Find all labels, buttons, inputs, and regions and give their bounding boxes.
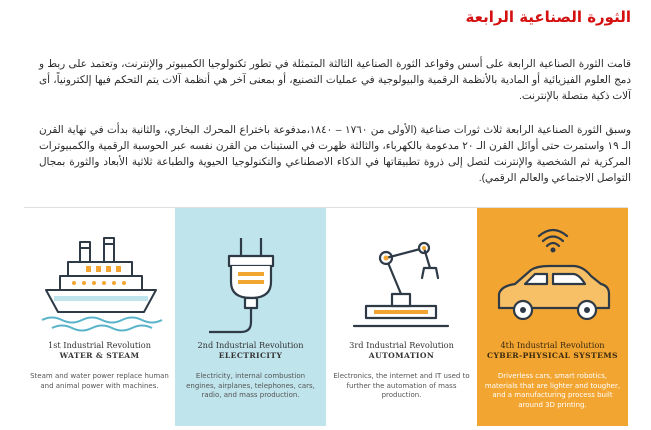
industrial-revolutions-infographic bbox=[24, 207, 628, 426]
intro-paragraph: قامت الثورة الصناعية الرابعة على أسس وقواعد الثورة الصناعية الثالثة المتمثلة في تطور تكنولوجيا الكمبيوتر والإنترنت، وتعتمد على ربط و دمج العلوم الفيزيائية أو المادية بالأنظمة الرقمية والبيولوجية في عمليات التصنيع، أو بمعنى آخر هي أنظمة آلات يتم التحكم فيها إلكترونياً، أى آلات ذكية متصلة بالإنترنت. bbox=[39, 59, 631, 102]
revolution-panel-1 bbox=[24, 208, 175, 426]
steamship-icon bbox=[24, 228, 175, 338]
revolution-1-subheading: WATER & STEAM bbox=[59, 351, 140, 360]
revolution-2-description: Electricity, internal combustion engines, airplanes, telephones, cars, radio, and mass production. bbox=[186, 372, 315, 399]
revolution-2-heading: 2nd Industrial Revolution bbox=[197, 340, 304, 350]
revolution-4-description: Driverless cars, smart robotics, materials that are lighter and tougher, and a manufacturing process built around 3D printing. bbox=[484, 372, 621, 409]
revolution-1-heading: 1st Industrial Revolution bbox=[47, 340, 152, 350]
revolution-4-subheading: CYBER-PHYSICAL SYSTEMS bbox=[487, 351, 618, 360]
revolution-2-subheading: ELECTRICITY bbox=[218, 351, 283, 360]
smart-car-icon bbox=[477, 228, 628, 338]
history-paragraph: وسبق الثورة الصناعية الرابعة ثلاث ثورات صناعية (الأولى من ١٧٦٠ – ١٨٤٠،مدفوعة باختراع المحرك البخاري، والثانية بدأت في نهاية القرن الـ ١٩ واستمرت حتى أوائل القرن الـ ٢٠ مدعومة بالكهرباء، والثالثة ظهرت في الستينات من القرن نفسه عبر الحوسبة الرقمية والكمبيوترات المركزية ثم الشخصية والإنترنت لتصل إلى ذروة تطبيقاتها في الذكاء الاصطناعي والتكنولوجيا الحيوية والطباعة ثلاثية الأبعاد والثورة بمجال التواصل الاجتماعي والعالم الرقمي). bbox=[39, 125, 631, 184]
revolution-1-description: Steam and water power replace human and animal power with machines. bbox=[30, 372, 169, 390]
revolution-3-heading: 3rd Industrial Revolution bbox=[349, 340, 454, 350]
robot-arm-icon bbox=[326, 228, 477, 338]
revolution-panel-2 bbox=[175, 208, 326, 426]
revolution-3-subheading: AUTOMATION bbox=[368, 351, 435, 360]
revolution-panel-3 bbox=[326, 208, 477, 426]
article-title: الثورة الصناعية الرابعة bbox=[465, 8, 631, 26]
revolution-4-heading: 4th Industrial Revolution bbox=[500, 340, 605, 350]
revolution-panel-4 bbox=[477, 208, 628, 426]
plug-icon bbox=[175, 228, 326, 338]
revolution-3-description: Electronics, the internet and IT used to further the automation of mass production. bbox=[333, 372, 470, 399]
